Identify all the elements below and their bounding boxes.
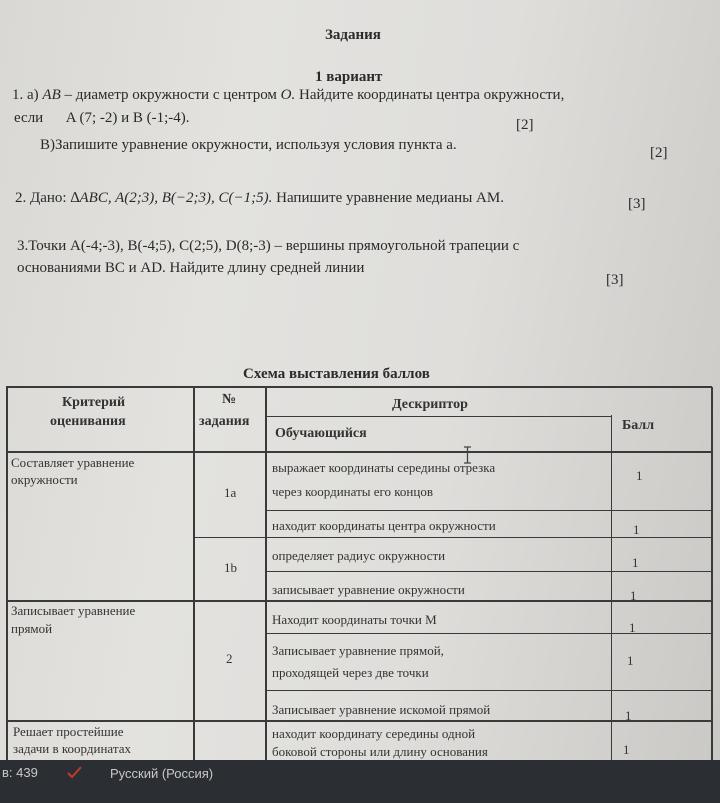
scheme-title: Схема выставления баллов	[243, 366, 430, 382]
task3-score: [3]	[606, 272, 624, 288]
language-indicator[interactable]: Русский (Россия)	[110, 766, 214, 781]
header-number-2: задания	[199, 414, 250, 429]
descriptor-7: Записывает уравнение искомой прямой	[272, 702, 491, 717]
variant-label: 1 вариант	[315, 69, 383, 85]
status-bar	[0, 760, 720, 803]
descriptor-8-line1: находит координату середины одной	[272, 726, 476, 741]
descriptor-8-line2: боковой стороны или длину основания	[272, 744, 488, 759]
score-3: 1	[632, 555, 639, 570]
task1-line3: В)Запишите уравнение окружности, используя условия пункта а.	[40, 137, 457, 153]
header-score: Балл	[622, 418, 655, 433]
task3-line2: основаниями BC и AD. Найдите длину средней линии	[17, 260, 365, 276]
criterion-3-line1: Решает простейшие	[13, 724, 124, 739]
descriptor-1-line2: через координаты его концов	[272, 484, 433, 499]
criterion-1-line1: Составляет уравнение	[11, 455, 135, 470]
score-5: 1	[629, 620, 636, 635]
score-8: 1	[623, 742, 630, 757]
header-criterion-2: оценивания	[50, 414, 126, 429]
descriptor-2: находит координаты центра окружности	[272, 518, 496, 533]
task1-line2: если A (7; -2) и B (-1;-4).	[14, 110, 190, 126]
page-heading: Задания	[325, 27, 381, 43]
header-number-1: №	[222, 392, 237, 407]
score-4: 1	[630, 588, 637, 603]
task1-score-a: [2]	[516, 117, 534, 133]
task-number-2: 2	[226, 651, 233, 666]
criterion-1-line2: окружности	[11, 472, 78, 487]
task2-line: 2. Дано: ∆ABC, A(2;3), B(−2;3), C(−1;5). Напишите уравнение медианы AM.	[15, 190, 504, 206]
header-descriptor: Дескриптор	[392, 397, 468, 412]
task1-score-b: [2]	[650, 145, 668, 161]
score-1: 1	[636, 468, 643, 483]
text-cursor-icon	[463, 446, 472, 464]
criterion-2-line1: Записывает уравнение	[11, 603, 136, 618]
task-number-1b: 1b	[224, 560, 237, 575]
header-student: Обучающийся	[275, 426, 367, 441]
descriptor-6-line2: проходящей через две точки	[272, 665, 429, 680]
score-7: 1	[625, 708, 632, 723]
task2-score: [3]	[628, 196, 646, 212]
word-count[interactable]: в: 439	[2, 765, 38, 780]
score-6: 1	[627, 653, 634, 668]
descriptor-6-line1: Записывает уравнение прямой,	[272, 643, 444, 658]
descriptor-5: Находит координаты точки M	[272, 612, 437, 627]
task-number-1a: 1a	[224, 485, 237, 500]
criterion-2-line2: прямой	[11, 621, 53, 636]
descriptor-3: определяет радиус окружности	[272, 548, 446, 563]
header-criterion-1: Критерий	[62, 395, 126, 410]
task1-line1: 1. а) AB – диаметр окружности с центром O. Найдите координаты центра окружности,	[12, 87, 565, 103]
task3-line1: 3.Точки A(-4;-3), B(-4;5), C(2;5), D(8;-3) – вершины прямоугольной трапеции с	[17, 238, 520, 254]
descriptor-4: записывает уравнение окружности	[272, 582, 465, 597]
spellcheck-icon[interactable]	[66, 764, 84, 780]
score-2: 1	[633, 522, 640, 537]
criterion-3-line2: задачи в координатах	[13, 741, 131, 756]
descriptor-1-line1: выражает координаты середины отрезка	[272, 460, 496, 475]
